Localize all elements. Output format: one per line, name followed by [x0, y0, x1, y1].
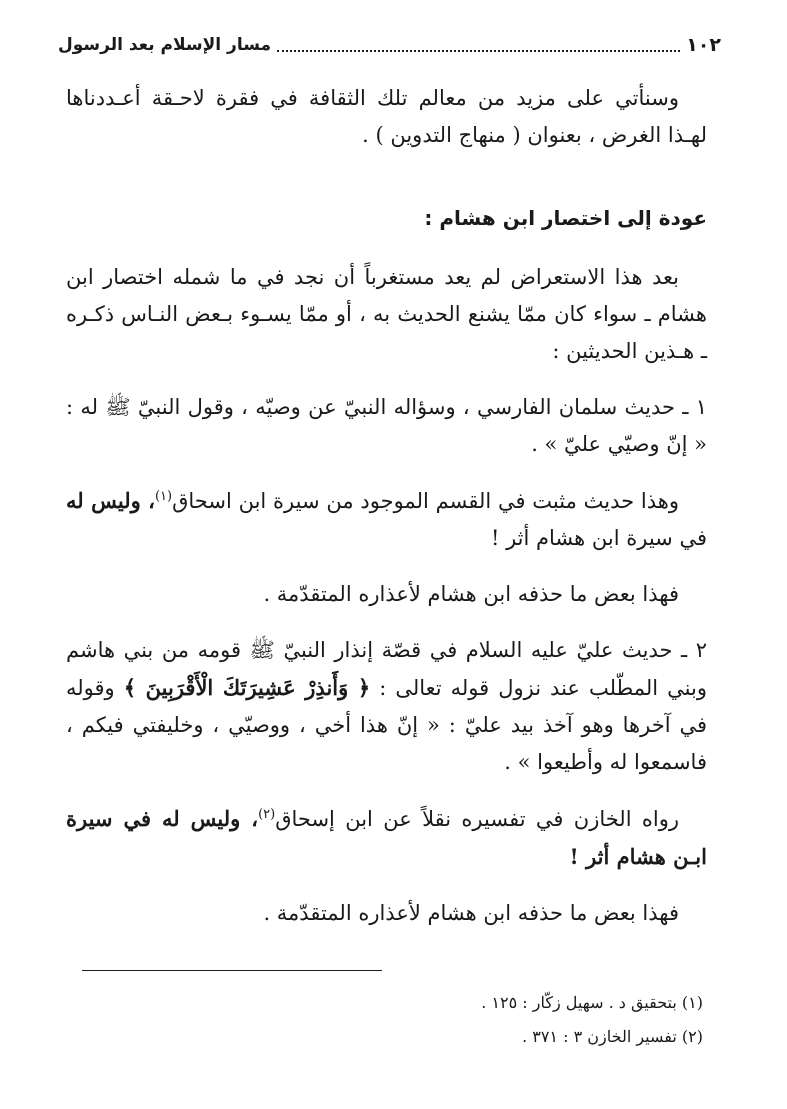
- footnote-1: (١) بتحقيق د . سهيل زكّار : ١٢٥ .: [481, 993, 703, 1012]
- paragraph-text: وهذا حديث مثبت في القسم الموجود من سيرة ابن اسحاق: [172, 489, 679, 513]
- paragraph-intro: وسنأتي على مزيد من معالم تلك الثقافة في فقرة لاحـقة أعـددناها لهـذا الغرض ، بعنوان ( منهاج التدوين ) .: [66, 86, 707, 147]
- quran-verse: ﴿ وَأَنذِرْ عَشِيرَتَكَ الْأَقْرَبِينَ ﴾: [123, 675, 371, 700]
- list-item-1: ١ ـ حديث سلمان الفارسي ، وسؤاله النبيّ عن وصيّه ، وقول النبيّ ﷺ له : « إنّ وصيّي عليّ » .: [66, 395, 707, 456]
- paragraph-conclusion-1: فهذا بعض ما حذفه ابن هشام لأعذاره المتقدّمة .: [263, 582, 679, 606]
- footnote-2: (٢) تفسير الخازن ٣ : ٣٧١ .: [522, 1027, 703, 1046]
- running-head: [58, 30, 721, 60]
- book-title: مسار الإسلام بعد الرسول: [58, 35, 272, 55]
- page-number: ١٠٢: [686, 34, 721, 56]
- paragraph-text: رواه الخازن في تفسيره نقلاً عن ابن إسحاق: [275, 807, 679, 831]
- paragraph-text: في سيرة ابن هشام أثر !: [490, 526, 707, 550]
- emphasis-text: ، وليس له في سيرة ابـن هشام أثر !: [66, 806, 707, 869]
- emphasis-text: ، وليس له: [66, 488, 155, 513]
- list-item-text: وقوله في آخرها وهو آخذ بيد عليّ : « إنّ هذا أخي ، ووصيّي ، وخليفتي فيكم ، فاسمعوا له وأطيعوا » .: [66, 676, 707, 774]
- list-item-2: [66, 632, 707, 781]
- paragraph-evidence-2: [66, 800, 707, 876]
- footnote-marker: (١): [154, 489, 173, 504]
- paragraph-conclusion-2: فهذا بعض ما حذفه ابن هشام لأعذاره المتقدّمة .: [263, 901, 679, 925]
- footnote-divider: [82, 970, 382, 971]
- paragraph-evidence-1: [66, 482, 707, 557]
- list-item-text: ٢ ـ حديث عليّ عليه السلام في قصّة إنذار النبيّ ﷺ قومه من بني هاشم وبني المطّلب عند نزول قوله تعالى :: [66, 638, 707, 700]
- footnote-marker: (٢): [258, 807, 276, 822]
- body-text: [66, 80, 707, 951]
- footnotes: [200, 986, 703, 1054]
- paragraph-context: بعد هذا الاستعراض لم يعد مستغرباً أن نجد في ما شمله اختصار ابن هشام ـ سواء كان ممّا يشنع الحديث به ، أو ممّا يسـوء بـعض النـاس ذكـره ـ هـذين الحديثين :: [66, 265, 707, 363]
- dotted-leader: [277, 38, 680, 52]
- section-heading: عودة إلى اختصار ابن هشام :: [424, 206, 707, 230]
